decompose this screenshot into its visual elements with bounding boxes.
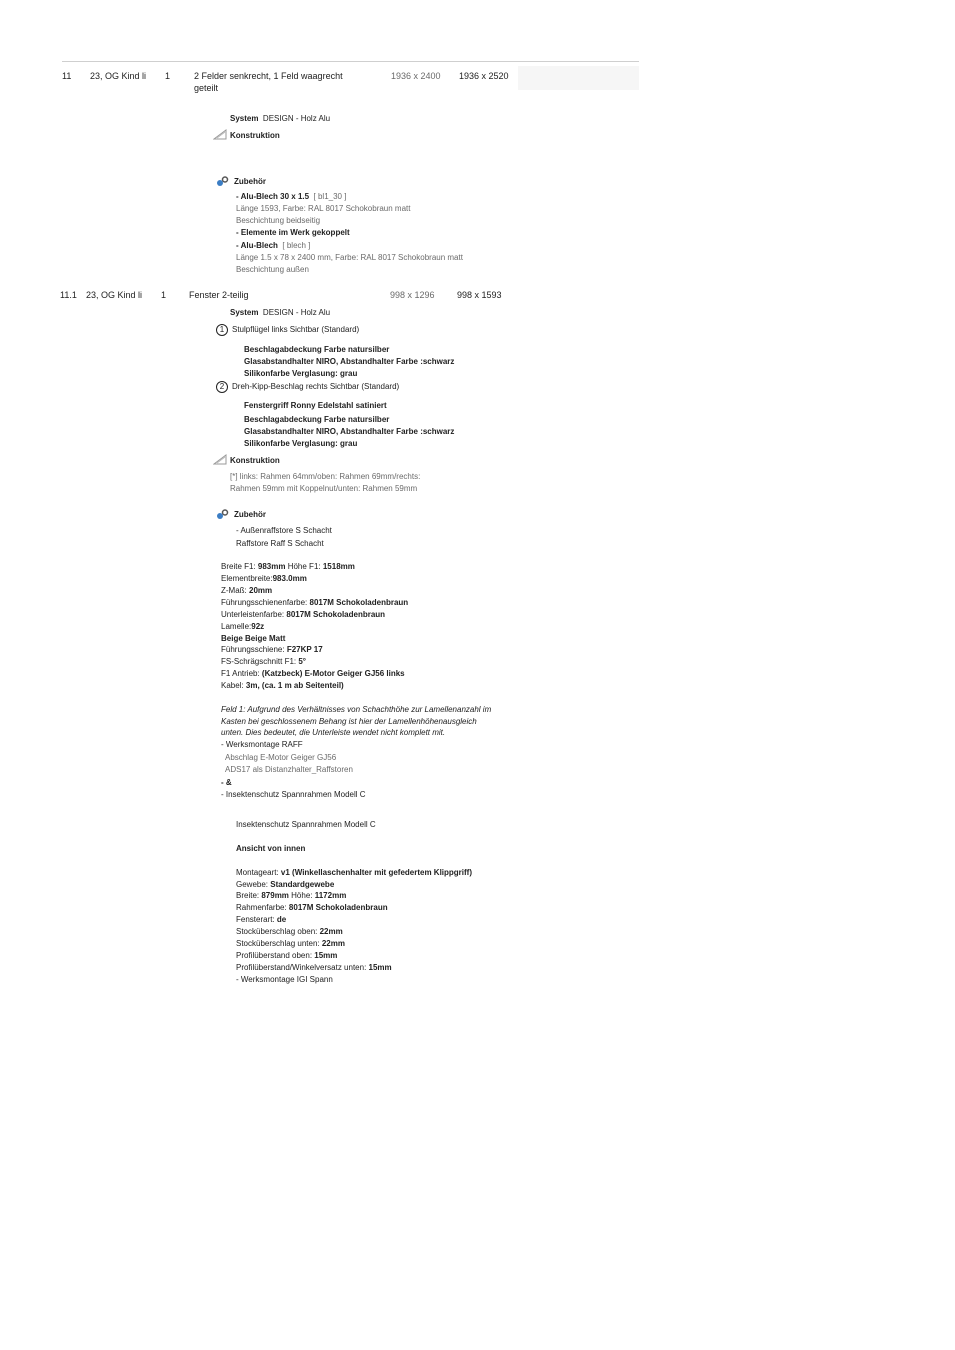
accessory-gekoppelt: - Elemente im Werk gekoppelt [236, 228, 350, 237]
zubehoer-label: Zubehör [234, 510, 266, 519]
pos-description: Fenster 2-teilig [189, 290, 249, 300]
abschlag-line: Abschlag E-Motor Geiger GJ56 [225, 753, 337, 762]
accessory-gear-icon [216, 509, 229, 520]
konstruktion-label: Konstruktion [230, 131, 280, 140]
spec-breite: Breite F1: 983mm Höhe F1: 1518mm [221, 562, 355, 571]
insektenschutz-line: - Insektenschutz Spannrahmen Modell C [221, 790, 366, 799]
spec-antrieb: F1 Antrieb: (Katzbeck) E-Motor Geiger GJ56 links [221, 669, 405, 678]
system-row [230, 114, 330, 123]
ansicht-label: Ansicht von innen [236, 844, 306, 853]
accessory-line: Beschichtung beidseitig [236, 216, 321, 225]
zubehoer-line: Raffstore Raff S Schacht [236, 539, 324, 548]
insekt-stock-unten: Stocküberschlag unten: 22mm [236, 939, 345, 948]
wing-number-badge: 1 [216, 324, 228, 336]
pos-quantity: 1 [161, 290, 167, 300]
spec-ul-farbe: Unterleistenfarbe: 8017M Schokoladenbraun [221, 610, 386, 619]
accessory-alu-blech: - Alu-Blech 30 x 1.5 [ bl1_30 ] [236, 192, 347, 201]
pos-description-2: geteilt [194, 83, 219, 93]
insekt-profil-oben: Profilüberstand oben: 15mm [236, 951, 338, 960]
spec-zmass: Z-Maß: 20mm [221, 586, 273, 595]
wing-1-detail: Beschlagabdeckung Farbe natursilber [244, 345, 390, 354]
spec-lamelle: Lamelle:92z [221, 622, 265, 631]
konstruktion-line: [*] links: Rahmen 64mm/oben: Rahmen 69mm/rechts: [230, 472, 421, 481]
top-rule [62, 61, 639, 62]
system-row [230, 308, 330, 317]
zubehoer-label: Zubehör [234, 177, 266, 186]
spec-beige: Beige Beige Matt [221, 634, 286, 643]
header-shade [518, 66, 639, 90]
wing-1-detail: Glasabstandhalter NIRO, Abstandhalter Farbe :schwarz [244, 357, 455, 366]
insektenschutz-title: Insektenschutz Spannrahmen Modell C [236, 820, 376, 829]
pos-dimension-frame: 998 x 1593 [457, 290, 502, 300]
wing-1-detail: Silikonfarbe Verglasung: grau [244, 369, 358, 378]
pos-dimension-frame: 1936 x 2520 [459, 71, 509, 81]
werksmontage-raff: - Werksmontage RAFF [221, 740, 303, 749]
accessory-alu-blech-2: - Alu-Blech [ blech ] [236, 241, 311, 250]
pos-dimension-light: 998 x 1296 [390, 290, 435, 300]
accessory-line: Länge 1593, Farbe: RAL 8017 Schokobraun matt [236, 204, 411, 213]
insekt-montageart: Montageart: v1 (Winkellaschenhalter mit gefedertem Klippgriff) [236, 868, 472, 877]
zubehoer-line: - Außenraffstore S Schacht [236, 526, 332, 535]
insekt-profil-unten: Profilüberstand/Winkelversatz unten: 15mm [236, 963, 392, 972]
pos-room: 23, OG Kind li [90, 71, 147, 81]
wing-2-detail: Fenstergriff Ronny Edelstahl satiniert [244, 401, 387, 410]
system-value: DESIGN - Holz Alu [262, 114, 331, 123]
pos-number: 11.1 [60, 290, 77, 300]
insekt-fensterart: Fensterart: de [236, 915, 287, 924]
note-line: Kasten bei geschlossenem Behang ist hier der Lamellenhöhenausgleich [221, 717, 477, 726]
spec-schraegschnitt: FS-Schrägschnitt F1: 5° [221, 657, 307, 666]
konstruktion-line: Rahmen 59mm mit Koppelnut/unten: Rahmen 59mm [230, 484, 418, 493]
insekt-breite: Breite: 879mm Höhe: 1172mm [236, 891, 347, 900]
pos-quantity: 1 [165, 71, 171, 81]
ampersand-line: - & [221, 778, 232, 787]
accessory-line: Beschichtung außen [236, 265, 309, 274]
system-value: DESIGN - Holz Alu [262, 308, 331, 317]
wing-2-detail: Glasabstandhalter NIRO, Abstandhalter Farbe :schwarz [244, 427, 455, 436]
accessory-line: Länge 1.5 x 78 x 2400 mm, Farbe: RAL 8017 Schokobraun matt [236, 253, 463, 262]
insekt-stock-oben: Stocküberschlag oben: 22mm [236, 927, 343, 936]
spec-elementbreite: Elementbreite:983.0mm [221, 574, 307, 583]
wing-1-title: 1 Stulpflügel links Sichtbar (Standard) [216, 324, 359, 336]
ruler-triangle-icon [213, 129, 227, 140]
ruler-triangle-icon [213, 454, 227, 465]
system-label: System [230, 114, 259, 123]
note-line: unten. Dies bedeutet, die Unterleiste wendet nicht komplett mit. [221, 728, 446, 737]
pos-number: 11 [62, 71, 72, 81]
ads-line: ADS17 als Distanzhalter_Raffstoren [225, 765, 353, 774]
system-label: System [230, 308, 259, 317]
insekt-gewebe: Gewebe: Standardgewebe [236, 880, 335, 889]
pos-description: 2 Felder senkrecht, 1 Feld waagrecht [194, 71, 343, 81]
insekt-werksmontage: - Werksmontage IGI Spann [236, 975, 333, 984]
wing-2-detail: Silikonfarbe Verglasung: grau [244, 439, 358, 448]
spec-kabel: Kabel: 3m, (ca. 1 m ab Seitenteil) [221, 681, 344, 690]
wing-2-detail: Beschlagabdeckung Farbe natursilber [244, 415, 390, 424]
konstruktion-label: Konstruktion [230, 456, 280, 465]
spec-fuehrungsschiene: Führungsschiene: F27KP 17 [221, 645, 323, 654]
pos-room: 23, OG Kind li [86, 290, 143, 300]
wing-number-badge: 2 [216, 381, 228, 393]
spec-fs-farbe: Führungsschienenfarbe: 8017M Schokoladenbraun [221, 598, 409, 607]
accessory-gear-icon [216, 176, 229, 187]
wing-2-title: 2 Dreh-Kipp-Beschlag rechts Sichtbar (Standard) [216, 381, 399, 393]
pos-dimension-light: 1936 x 2400 [391, 71, 441, 81]
insekt-rahmenfarbe: Rahmenfarbe: 8017M Schokoladenbraun [236, 903, 388, 912]
note-line: Feld 1: Aufgrund des Verhältnisses von Schachthöhe zur Lamellenanzahl im [221, 705, 492, 714]
